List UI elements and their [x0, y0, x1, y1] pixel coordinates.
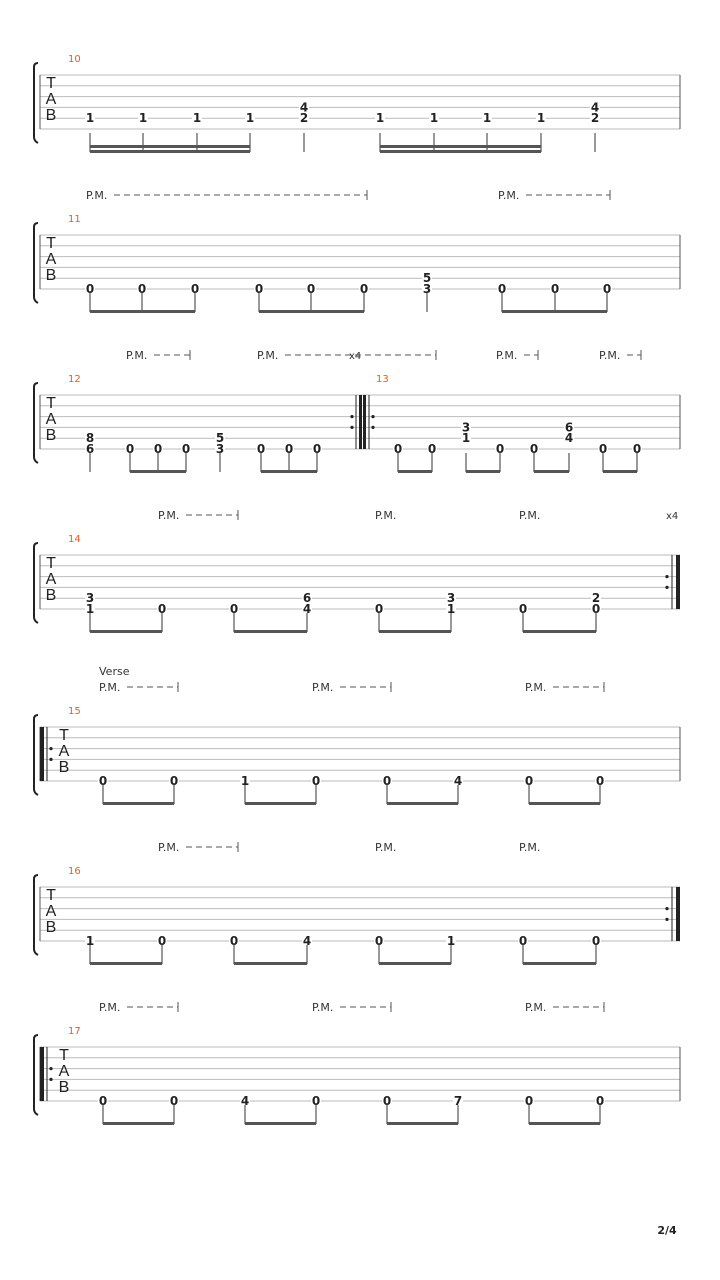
measure-number: 16 — [68, 866, 81, 877]
measure-number: 11 — [68, 214, 81, 225]
system-bracket — [34, 383, 38, 463]
repeat-count: x4 — [666, 511, 679, 522]
tab-clef-letter: A — [45, 91, 57, 108]
beam — [379, 630, 451, 633]
beam — [379, 962, 451, 965]
palm-mute-label: P.M. — [496, 349, 518, 362]
beam — [387, 1122, 458, 1125]
fret-number: 0 — [284, 442, 294, 456]
beam — [90, 145, 250, 148]
fret-number: 0 — [190, 282, 200, 296]
beam — [380, 145, 541, 148]
measure-number: 13 — [376, 374, 389, 385]
tab-clef-letter: T — [46, 395, 56, 412]
tab-clef-letter: T — [46, 887, 56, 904]
fret-number: 1 — [192, 111, 202, 126]
fret-number: 0 — [157, 602, 167, 616]
system-bracket — [34, 1035, 38, 1115]
fret-number: 1 — [138, 111, 148, 126]
fret-number: 7 — [453, 1094, 463, 1108]
tab-clef-letter: A — [45, 251, 57, 268]
fret-number: 0 — [550, 282, 560, 296]
fret-number: 0 — [311, 774, 321, 788]
palm-mute-label: P.M. — [99, 1001, 121, 1014]
fret-number: 1 — [461, 431, 471, 446]
page-number: 2/4 — [657, 1224, 677, 1237]
palm-mute-label: P.M. — [599, 349, 621, 362]
fret-number: 1 — [85, 111, 95, 126]
system-bracket — [34, 543, 38, 623]
repeat-dot — [665, 918, 668, 921]
system-bracket — [34, 223, 38, 303]
beam — [261, 470, 317, 473]
fret-number: 2 — [591, 591, 601, 606]
beam — [523, 630, 596, 633]
system-4 — [34, 510, 680, 633]
palm-mute-label: P.M. — [158, 841, 180, 854]
tab-clef-letter: T — [59, 727, 69, 744]
beam — [245, 802, 316, 805]
repeat-end-bar — [676, 555, 680, 609]
beam — [398, 470, 432, 473]
fret-number: 1 — [482, 111, 492, 126]
fret-number: 0 — [591, 602, 601, 616]
repeat-dot — [665, 907, 668, 910]
beam — [502, 310, 607, 313]
repeat-start-bar — [40, 727, 44, 781]
beam — [234, 962, 307, 965]
fret-number: 0 — [153, 442, 163, 456]
beam — [603, 470, 637, 473]
tab-clef-letter: A — [45, 571, 57, 588]
fret-number: 0 — [254, 282, 264, 296]
fret-number: 0 — [382, 774, 392, 788]
fret-number: 0 — [312, 442, 322, 456]
fret-number: 0 — [169, 1094, 179, 1108]
fret-number: 2 — [590, 111, 600, 126]
fret-number: 0 — [359, 282, 369, 296]
fret-number: 1 — [375, 111, 385, 126]
measure-number: 14 — [68, 534, 81, 545]
fret-number: 0 — [382, 1094, 392, 1108]
tab-clef-letter: A — [58, 1063, 70, 1080]
beam — [90, 630, 162, 633]
repeat-count: x4 — [349, 351, 362, 362]
measure-number: 15 — [68, 706, 81, 717]
repeat-dot — [371, 426, 374, 429]
fret-number: 0 — [229, 602, 239, 616]
fret-number: 6 — [302, 591, 312, 606]
palm-mute-label: P.M. — [525, 1001, 547, 1014]
system-bracket — [34, 715, 38, 795]
fret-number: 0 — [427, 442, 437, 456]
palm-mute-label: P.M. — [312, 681, 334, 694]
fret-number: 4 — [302, 602, 312, 616]
fret-number: 0 — [181, 442, 191, 456]
tab-clef-letter: B — [45, 919, 57, 936]
tab-clef-letter: B — [58, 1079, 70, 1096]
palm-mute-label: P.M. — [126, 349, 148, 362]
section-label: Verse — [99, 665, 130, 678]
tab-clef-letter: A — [58, 743, 70, 760]
system-7 — [34, 1002, 680, 1125]
fret-number: 3 — [215, 442, 225, 456]
fret-number: 0 — [169, 774, 179, 788]
beam — [234, 630, 307, 633]
fret-number: 0 — [602, 282, 612, 296]
fret-number: 3 — [461, 420, 471, 435]
fret-number: 0 — [98, 1094, 108, 1108]
fret-number: 0 — [125, 442, 135, 456]
beam — [529, 1122, 600, 1125]
fret-number: 0 — [393, 442, 403, 456]
fret-number: 1 — [245, 111, 255, 126]
system-6 — [34, 842, 680, 965]
system-2 — [34, 190, 680, 313]
fret-number: 0 — [632, 442, 642, 456]
repeat-dot — [350, 415, 353, 418]
fret-number: 8 — [85, 431, 95, 446]
fret-number: 0 — [598, 442, 608, 456]
measure-number: 10 — [68, 54, 81, 65]
fret-number: 2 — [299, 111, 309, 126]
repeat-dot — [49, 1078, 52, 1081]
beam — [380, 150, 541, 153]
fret-number: 0 — [98, 774, 108, 788]
repeat-dot — [350, 426, 353, 429]
system-bracket — [34, 875, 38, 955]
fret-number: 3 — [446, 591, 456, 606]
fret-number: 0 — [518, 602, 528, 616]
repeat-dot — [371, 415, 374, 418]
repeat-end-bar — [676, 887, 680, 941]
fret-number: 0 — [524, 1094, 534, 1108]
palm-mute-label: P.M. — [375, 841, 397, 854]
repeat-dot — [49, 1067, 52, 1070]
fret-number: 1 — [85, 602, 95, 616]
fret-number: 0 — [595, 774, 605, 788]
fret-number: 4 — [302, 934, 312, 948]
fret-number: 0 — [591, 934, 601, 948]
fret-number: 5 — [422, 271, 432, 286]
beam — [103, 1122, 174, 1125]
fret-number: 1 — [446, 602, 456, 616]
fret-number: 0 — [497, 282, 507, 296]
fret-number: 3 — [422, 282, 432, 296]
fret-number: 3 — [85, 591, 95, 606]
fret-number: 0 — [311, 1094, 321, 1108]
system-bracket — [34, 63, 38, 143]
palm-mute-label: P.M. — [257, 349, 279, 362]
beam — [103, 802, 174, 805]
repeat-dot — [665, 575, 668, 578]
repeat-end-bar — [359, 395, 362, 449]
fret-number: 0 — [256, 442, 266, 456]
fret-number: 0 — [157, 934, 167, 948]
beam — [466, 470, 500, 473]
tab-clef-letter: T — [46, 555, 56, 572]
fret-number: 1 — [446, 934, 456, 948]
beam — [529, 802, 600, 805]
fret-number: 0 — [374, 602, 384, 616]
beam — [534, 470, 569, 473]
system-5 — [34, 682, 680, 805]
fret-number: 4 — [299, 100, 309, 115]
palm-mute-label: P.M. — [86, 189, 108, 202]
tab-clef-letter: T — [59, 1047, 69, 1064]
tab-clef-letter: A — [45, 903, 57, 920]
beam — [245, 1122, 316, 1125]
fret-number: 0 — [595, 1094, 605, 1108]
repeat-dot — [665, 586, 668, 589]
fret-number: 0 — [374, 934, 384, 948]
palm-mute-label: P.M. — [375, 509, 397, 522]
fret-number: 0 — [495, 442, 505, 456]
tab-clef-letter: T — [46, 75, 56, 92]
fret-number: 1 — [240, 774, 250, 788]
palm-mute-label: P.M. — [525, 681, 547, 694]
tab-clef-letter: T — [46, 235, 56, 252]
tab-clef-letter: B — [45, 267, 57, 284]
fret-number: 1 — [429, 111, 439, 126]
fret-number: 4 — [590, 100, 600, 115]
fret-number: 4 — [240, 1094, 250, 1108]
system-1 — [34, 63, 680, 153]
beam — [90, 310, 195, 313]
tab-clef-letter: B — [45, 427, 57, 444]
palm-mute-label: P.M. — [519, 841, 541, 854]
fret-number: 0 — [137, 282, 147, 296]
fret-number: 4 — [564, 431, 574, 446]
tab-clef-letter: B — [45, 587, 57, 604]
repeat-dot — [49, 747, 52, 750]
palm-mute-label: P.M. — [158, 509, 180, 522]
fret-number: 1 — [85, 934, 95, 948]
repeat-dot — [49, 758, 52, 761]
palm-mute-label: P.M. — [498, 189, 520, 202]
palm-mute-label: P.M. — [519, 509, 541, 522]
fret-number: 0 — [524, 774, 534, 788]
measure-number: 17 — [68, 1026, 81, 1037]
tab-clef-letter: A — [45, 411, 57, 428]
tab-clef-letter: B — [45, 107, 57, 124]
palm-mute-label: P.M. — [99, 681, 121, 694]
repeat-start-bar — [363, 395, 366, 449]
fret-number: 0 — [229, 934, 239, 948]
fret-number: 0 — [529, 442, 539, 456]
repeat-start-bar — [40, 1047, 44, 1101]
beam — [387, 802, 458, 805]
fret-number: 5 — [215, 431, 225, 446]
beam — [259, 310, 364, 313]
beam — [523, 962, 596, 965]
fret-number: 4 — [453, 774, 463, 788]
fret-number: 0 — [518, 934, 528, 948]
fret-number: 6 — [85, 442, 95, 456]
beam — [130, 470, 186, 473]
fret-number: 6 — [564, 420, 574, 435]
fret-number: 0 — [306, 282, 316, 296]
fret-number: 0 — [85, 282, 95, 296]
fret-number: 1 — [536, 111, 546, 126]
beam — [90, 150, 250, 153]
tab-clef-letter: B — [58, 759, 70, 776]
palm-mute-label: P.M. — [312, 1001, 334, 1014]
measure-number: 12 — [68, 374, 81, 385]
beam — [90, 962, 162, 965]
